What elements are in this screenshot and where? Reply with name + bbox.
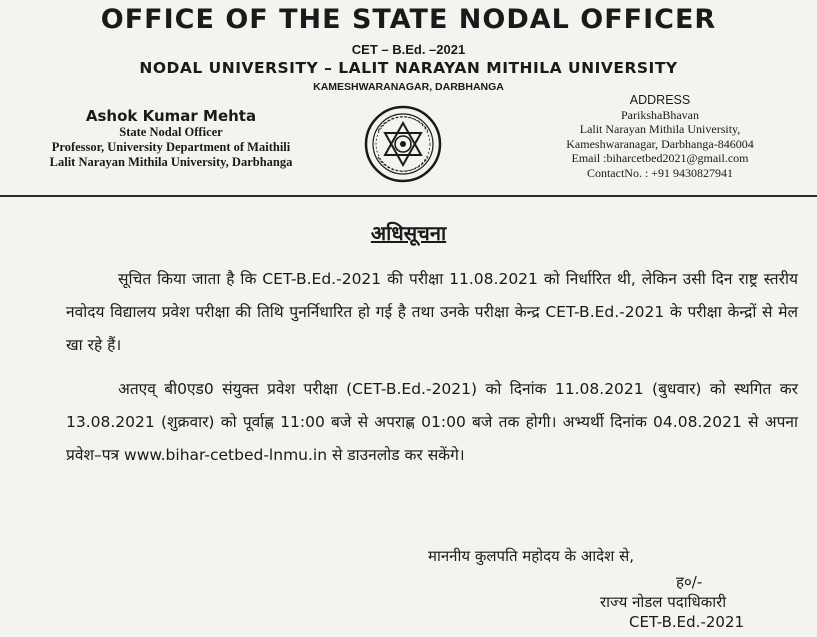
officer-university: Lalit Narayan Mithila University, Darbhanga: [49, 155, 293, 169]
notice-paragraph-2: अतएव् बी0एड0 संयुक्त प्रवेश परीक्षा (CET-B.Ed.-2021) को दिनांक 11.08.2021 (बुधवार) को स्थगित कर 13.08.2021 (शुक्रवार) को पूर्वाह्ण 11:00 बजे से अपराह्ण 01:00 बजे तक होगी। अभ्यर्थी दिनांक 04.08.2021 से अपना प्रवेश–पत्र www.bihar-cetbed-lnmu.in से डाउनलोड कर सकेंगे।: [66, 380, 798, 464]
signature-signed: ह०/-: [676, 573, 703, 591]
header-divider: [0, 195, 817, 197]
signature-exam: CET-B.Ed.-2021: [629, 613, 745, 631]
address-email: Email :biharcetbed2021@gmail.com: [571, 151, 749, 165]
address-heading: ADDRESS: [629, 93, 691, 107]
address-contact: ContactNo. : +91 9430827941: [586, 165, 734, 180]
office-title: OFFICE OF THE STATE NODAL OFFICER: [100, 4, 717, 35]
address-line: Kameshwaranagar, Darbhanga-846004: [566, 136, 754, 151]
officer-block: [12, 107, 330, 170]
signature-order: माननीय कुलपति महोदय के आदेश से,: [428, 547, 634, 565]
university-location: KAMESHWARANAGAR, DARBHANGA: [313, 81, 504, 93]
notice-paragraph-1: सूचित किया जाता है कि CET-B.Ed.-2021 की परीक्षा 11.08.2021 को निर्धारित थी, लेकिन उसी दिन राष्ट्र स्तरीय नवोदय विद्यालय प्रवेश परीक्षा की तिथि पुनर्निधारित हो गई है तथा उनके परीक्षा केन्द्र CET-B.Ed.-2021 के परीक्षा केन्द्रों से मेल खा रहे हैं।: [66, 270, 798, 354]
officer-designation: State Nodal Officer: [119, 125, 223, 139]
university-emblem-icon: [364, 105, 442, 183]
address-line: ParikshaBhavan: [621, 107, 699, 122]
exam-subtitle: CET – B.Ed. –2021: [351, 42, 466, 57]
signature-officer: राज्य नोडल पदाधिकारी: [600, 593, 727, 611]
notice-title: अधिसूचना: [370, 221, 447, 245]
address-block: [520, 93, 800, 180]
officer-name: Ashok Kumar Mehta: [85, 107, 257, 125]
address-line: Lalit Narayan Mithila University,: [579, 122, 741, 136]
officer-professor: Professor, University Department of Maithili: [51, 140, 291, 154]
nodal-university: NODAL UNIVERSITY – LALIT NARAYAN MITHILA UNIVERSITY: [139, 59, 678, 77]
